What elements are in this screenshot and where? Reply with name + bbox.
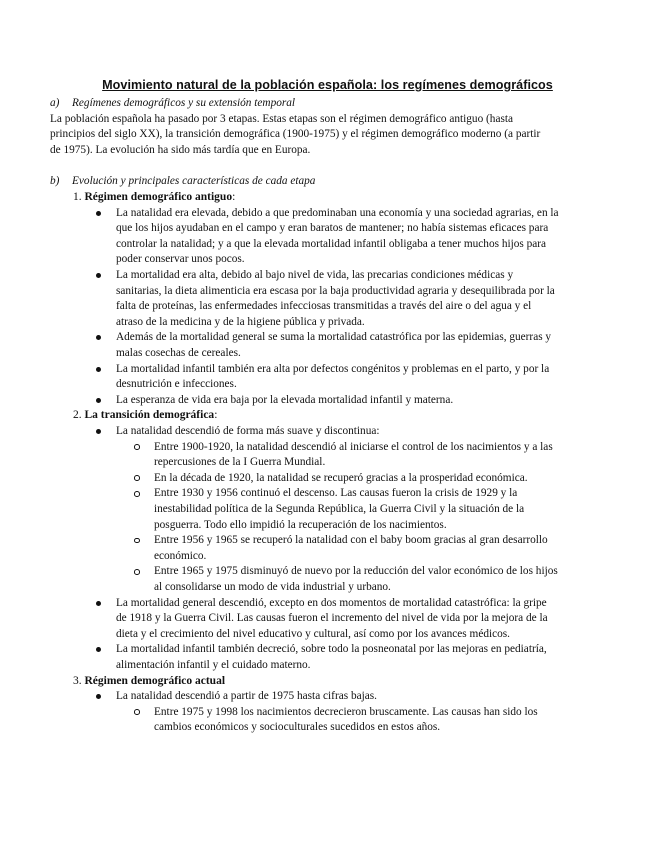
bullet-dot-icon: [96, 273, 101, 278]
bullet-line: La natalidad descendió a partir de 1975 hasta cifras bajas.: [116, 690, 377, 703]
paragraph-line: de 1975). La evolución ha sido más tardía que en Europa.: [50, 143, 311, 156]
regime-number: 1.: [73, 191, 85, 203]
bullet-dot-icon: [96, 647, 101, 652]
regime-name: Régimen demográfico antiguo: [84, 191, 233, 203]
section-b-title: Evolución y principales características de cada etapa: [72, 175, 316, 188]
bullet-line: que los hijos ayudaban en el campo y eran baratos de mantener; no había sistemas eficaces para: [116, 222, 549, 235]
bullet-line: La mortalidad infantil también decreció, sobre todo la posneonatal por las mejoras en pediatría,: [116, 643, 547, 656]
section-a-letter: a): [50, 97, 60, 109]
bullet-dot-icon: [96, 694, 101, 699]
section-a-heading: [50, 96, 295, 111]
bullet-line: falta de proteínas, las enfermedades infecciosas transmitidas a través del aire o del agua y el: [116, 300, 532, 313]
bullet-ring-icon: [134, 569, 140, 575]
sub-bullet-line: En la década de 1920, la natalidad se recuperó gracias a la prosperidad económica.: [154, 471, 528, 484]
paragraph-line: principios del siglo XX), la transición demográfica (1900-1975) y el régimen demográfico moderno (a partir: [50, 128, 541, 141]
bullet-dot-icon: [96, 367, 101, 372]
regime-heading: [73, 190, 235, 205]
bullet-dot-icon: [96, 335, 101, 340]
regime-heading: [73, 674, 225, 689]
regime-heading: [73, 408, 217, 423]
bullet-line: alimentación infantil y el cuidado materno.: [116, 659, 311, 671]
bullet-line: malas cosechas de cereales.: [116, 347, 241, 359]
document-title: Movimiento natural de la población española: los regímenes demográficos: [102, 78, 553, 92]
bullet-dot-icon: [96, 429, 101, 434]
bullet-line: dieta y el crecimiento del nivel educativo y cultural, así como por los avances médicos.: [116, 627, 511, 640]
regime-number: 3.: [73, 674, 85, 687]
regime-name: Régimen demográfico actual: [84, 674, 226, 687]
section-b-heading: [50, 174, 315, 189]
bullet-line: La mortalidad era alta, debido al bajo nivel de vida, las precarias condiciones médicas y: [116, 269, 514, 281]
sub-bullet-line: al consolidarse un modo de vida industrial y urbano.: [154, 581, 391, 593]
bullet-line: atraso de la medicina y de la higiene pública y privada.: [116, 315, 365, 328]
bullet-line: La mortalidad infantil también era alta por defectos congénitos y problemas en el parto, y por la: [116, 362, 550, 375]
bullet-line: Además de la mortalidad general se suma la mortalidad catastrófica por las epidemias, guerras y: [116, 331, 552, 344]
section-a-title: Regímenes demográficos y su extensión temporal: [72, 97, 296, 109]
bullet-line: La mortalidad general descendió, excepto en dos momentos de mortalidad catastrófica: la gripe: [116, 596, 547, 609]
bullet-line: La natalidad descendió de forma más suave y discontinua:: [116, 425, 380, 437]
bullet-line: de 1918 y la Guerra Civil. Las causas fueron el incremento del nivel de vida por la mejora de la: [116, 612, 548, 625]
bullet-line: sanitarias, la dieta alimenticia era escasa por la baja productividad agraria y desequilibrada por la: [116, 284, 555, 297]
bullet-line: La esperanza de vida era baja por la elevada mortalidad infantil y materna.: [116, 393, 454, 406]
sub-bullet-line: repercusiones de la I Guerra Mundial.: [154, 456, 326, 469]
sub-bullet-line: inestabilidad política de la Segunda República, la Guerra Civil y la situación de la: [154, 503, 525, 515]
regime-number: 2.: [73, 409, 85, 422]
bullet-ring-icon: [134, 475, 140, 481]
bullet-ring-icon: [134, 444, 140, 450]
sub-bullet-line: económico.: [154, 549, 207, 562]
bullet-line: La natalidad era elevada, debido a que predominaban una economía y una sociedad agrarias, en la: [116, 206, 559, 219]
bullet-dot-icon: [96, 211, 101, 216]
sub-bullet-line: Entre 1930 y 1956 continuó el descenso. Las causas fueron la crisis de 1929 y la: [154, 487, 518, 500]
sub-bullet-line: Entre 1900-1920, la natalidad descendió al iniciarse el control de los nacimientos y a las: [154, 440, 553, 453]
regime-suffix: :: [214, 409, 218, 422]
paragraph-line: La población española ha pasado por 3 etapas. Estas etapas son el régimen demográfico antiguo (hasta: [50, 112, 514, 125]
sub-bullet-line: Entre 1965 y 1975 disminuyó de nuevo por la reducción del valor económico de los hijos: [154, 565, 558, 578]
sub-bullet-line: Entre 1975 y 1998 los nacimientos decrecieron bruscamente. Las causas han sido los: [154, 705, 538, 718]
sub-bullet-line: Entre 1956 y 1965 se recuperó la natalidad con el baby boom gracias al gran desarrollo: [154, 534, 548, 547]
bullet-line: poder conservar unos pocos.: [116, 253, 245, 266]
bullet-line: controlar la natalidad; y a que la elevada mortalidad infantil obligaba a tener muchos hijos para: [116, 237, 547, 250]
bullet-ring-icon: [134, 491, 140, 497]
bullet-dot-icon: [96, 398, 101, 403]
bullet-ring-icon: [134, 709, 140, 715]
regime-suffix: :: [232, 191, 236, 203]
regime-name: La transición demográfica: [84, 409, 215, 422]
sub-bullet-line: cambios económicos y socioculturales sucedidos en estos años.: [154, 721, 441, 734]
sub-bullet-line: posguerra. Todo ello impidió la recuperación de los nacimientos.: [154, 518, 447, 531]
section-b-letter: b): [50, 175, 60, 188]
bullet-ring-icon: [134, 538, 140, 544]
bullet-line: desnutrición e infecciones.: [116, 378, 237, 391]
bullet-dot-icon: [96, 601, 101, 606]
